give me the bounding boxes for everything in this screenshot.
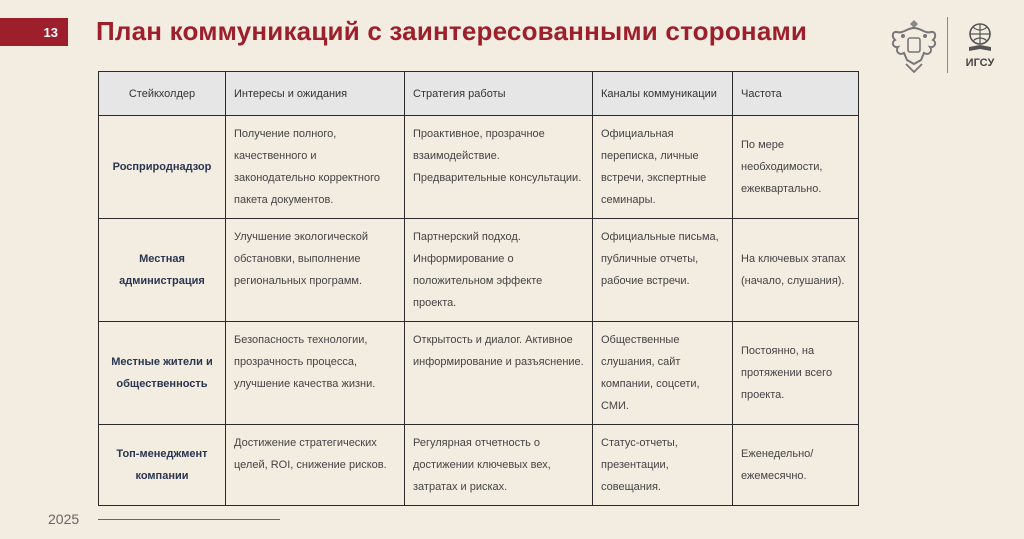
slide-number: 13	[0, 18, 68, 46]
column-header-strategy: Стратегия работы	[405, 72, 593, 116]
logo-divider	[947, 17, 948, 73]
stakeholder-cell: Топ-менеджмент компании	[99, 425, 226, 506]
strategy-cell: Регулярная отчетность о достижении ключевых вех, затратах и рисках.	[405, 425, 593, 506]
strategy-cell: Открытость и диалог. Активное информирование и разъяснение.	[405, 322, 593, 425]
frequency-cell: Постоянно, на протяжении всего проекта.	[733, 322, 859, 425]
footer-divider	[98, 519, 280, 520]
footer-year: 2025	[48, 511, 80, 527]
frequency-cell: На ключевых этапах (начало, слушания).	[733, 219, 859, 322]
table-header-row	[99, 72, 859, 116]
column-header-stakeholder: Стейкхолдер	[99, 72, 226, 116]
frequency-cell: Еженедельно/ежемесячно.	[733, 425, 859, 506]
communication-plan-table	[98, 71, 859, 506]
stakeholder-cell: Росприроднадзор	[99, 116, 226, 219]
channels-cell: Общественные слушания, сайт компании, соцсети, СМИ.	[593, 322, 733, 425]
igsu-logo-icon	[965, 21, 995, 55]
org-label: ИГСУ	[965, 57, 995, 69]
channels-cell: Официальные письма, публичные отчеты, рабочие встречи.	[593, 219, 733, 322]
channels-cell: Статус-отчеты, презентации, совещания.	[593, 425, 733, 506]
strategy-cell: Проактивное, прозрачное взаимодействие. Предварительные консультации.	[405, 116, 593, 219]
stakeholder-cell: Местные жители и общественность	[99, 322, 226, 425]
column-header-channels: Каналы коммуникации	[593, 72, 733, 116]
channels-cell: Официальная переписка, личные встречи, экспертные семинары.	[593, 116, 733, 219]
igsu-logo	[956, 21, 1004, 69]
interests-cell: Безопасность технологии, прозрачность процесса, улучшение качества жизни.	[226, 322, 405, 425]
table-row	[99, 425, 859, 506]
table-row	[99, 322, 859, 425]
slide-title: План коммуникаций с заинтересованными сторонами	[96, 16, 808, 46]
table-row	[99, 219, 859, 322]
table-row	[99, 116, 859, 219]
column-header-frequency: Частота	[733, 72, 859, 116]
column-header-interests: Интересы и ожидания	[226, 72, 405, 116]
strategy-cell: Партнерский подход. Информирование о положительном эффекте проекта.	[405, 219, 593, 322]
interests-cell: Достижение стратегических целей, ROI, снижение рисков.	[226, 425, 405, 506]
interests-cell: Улучшение экологической обстановки, выполнение региональных программ.	[226, 219, 405, 322]
interests-cell: Получение полного, качественного и законодательно корректного пакета документов.	[226, 116, 405, 219]
double-headed-eagle-emblem-icon	[887, 14, 941, 76]
logo-group	[887, 14, 1004, 76]
stakeholder-cell: Местная администрация	[99, 219, 226, 322]
frequency-cell: По мере необходимости, ежеквартально.	[733, 116, 859, 219]
